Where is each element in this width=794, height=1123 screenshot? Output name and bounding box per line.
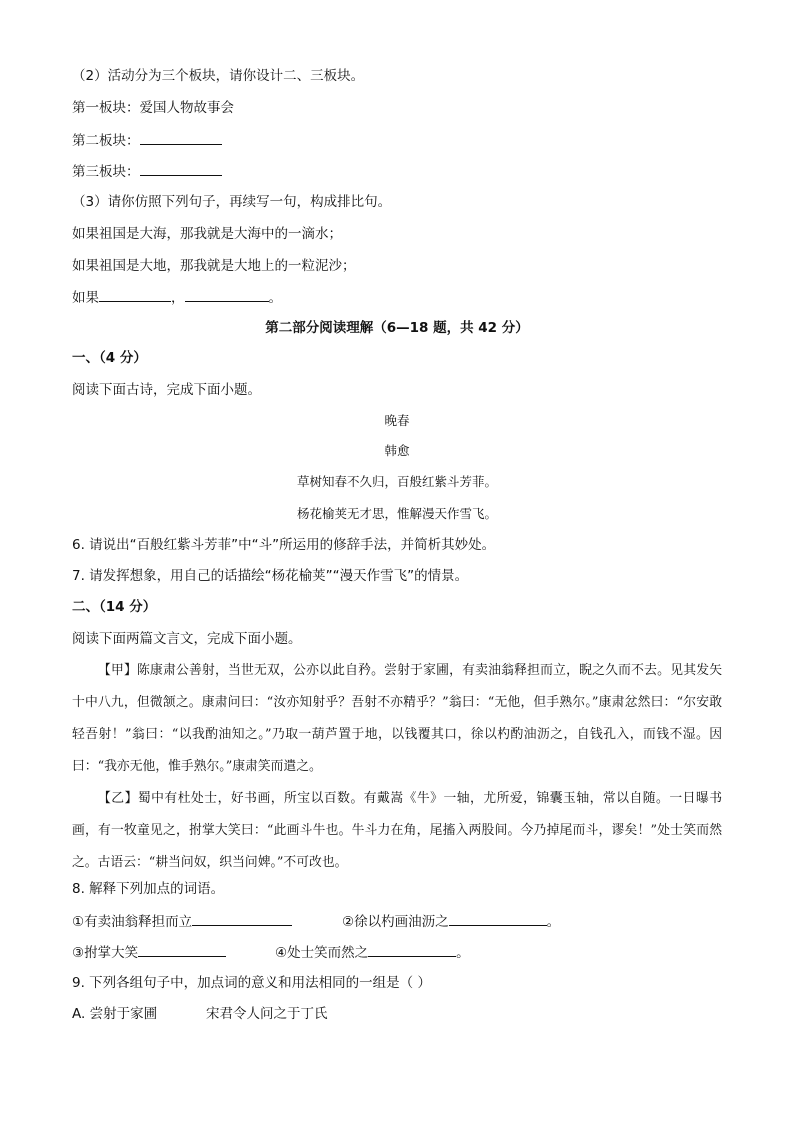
- q8-item-3-blank[interactable]: [138, 942, 226, 957]
- block2-line: [72, 130, 222, 151]
- poem-line-2: 杨花榆荚无才思，惟解漫天作雪飞。: [296, 506, 497, 521]
- q3-prompt: （3）请你仿照下列句子，再续写一句，构成排比句。: [72, 194, 392, 210]
- q8-item-1: ①有卖油翁释担而立: [72, 914, 193, 930]
- q8-item-4-blank[interactable]: [368, 942, 456, 957]
- question-9: 9. 下列各组句子中，加点词的意义和用法相同的一组是（ ）: [72, 975, 431, 991]
- q8-row-1: [72, 911, 560, 932]
- q8-item-4: ④处士笑而然之: [275, 945, 369, 961]
- block2-label: 第二板块：: [72, 133, 140, 149]
- fill-start-text: 如果: [72, 290, 99, 306]
- q8-row-2: [72, 942, 470, 963]
- q8-item-2: ②徐以杓画油沥之: [342, 914, 449, 930]
- part2-heading: 第二部分阅读理解（6—18 题，共 42 分）: [265, 320, 529, 336]
- q2-prompt: （2）活动分为三个板块，请你设计二、三板块。: [72, 68, 365, 84]
- poem-title: 晚春: [384, 413, 410, 428]
- block3-line: [72, 161, 222, 182]
- fill-blank-2[interactable]: [185, 287, 269, 302]
- block3-label: 第三板块：: [72, 164, 140, 180]
- q8-row1-period: 。: [546, 914, 561, 930]
- parallel-fill-line: [72, 287, 282, 308]
- example-sentence-2: 如果祖国是大地，那我就是大地上的一粒泥沙；: [72, 258, 356, 274]
- fill-end: 。: [268, 290, 282, 306]
- passage-yi: 【乙】蜀中有杜处士，好书画，所宝以百数。有戴嵩《牛》一轴，尤所爱，锦囊玉轴，常以自随。一日曝书画，有一牧童见之，拊掌大笑曰：“此画斗牛也。牛斗力在角，尾搐入两股间。今乃掉尾而斗，谬矣！”处士笑而然之。古语云：“耕当问奴，织当问婢。”不可改也。: [72, 791, 722, 870]
- q8-row2-period: 。: [456, 945, 470, 961]
- q8-item-3: ③拊掌大笑: [72, 945, 139, 961]
- q9-option-a-pair: 宋君令人问之于丁氏: [206, 1006, 328, 1022]
- poem-line-1: 草树知春不久归，百般红紫斗芳菲。: [296, 474, 497, 489]
- fill-blank-1[interactable]: [99, 287, 171, 302]
- q9-option-a[interactable]: [72, 1004, 328, 1024]
- passage-jia: 【甲】陈康肃公善射，当世无双，公亦以此自矜。尝射于家圃，有卖油翁释担而立，睨之久而不去。见其发矢十中八九，但微颔之。康肃问曰：“汝亦知射乎？吾射不亦精乎？”翁曰：“无他，但手熟尔。”康肃忿然曰：“尔安敢轻吾射！”翁曰：“以我酌油知之。”乃取一葫芦置于地，以钱覆其口，徐以杓酌油沥之，自钱孔入，而钱不湿。因曰：“我亦无他，惟手熟尔。”康肃笑而遣之。: [72, 663, 722, 774]
- section1-instruction: 阅读下面古诗，完成下面小题。: [72, 382, 261, 398]
- question-6: 6. 请说出“百般红紫斗芳菲”中“斗”所运用的修辞手法，并简析其妙处。: [72, 537, 496, 553]
- section2-title: 二、（14 分）: [72, 599, 157, 615]
- question-8: 8. 解释下列加点的词语。: [72, 881, 225, 897]
- q8-item-3-wrap: [72, 942, 275, 963]
- block3-answer-blank[interactable]: [140, 161, 222, 176]
- block2-answer-blank[interactable]: [140, 130, 222, 145]
- poem-author: 韩愈: [384, 443, 410, 458]
- section2-instruction: 阅读下面两篇文言文，完成下面小题。: [72, 631, 302, 647]
- block1-text: 第一板块：爱国人物故事会: [72, 100, 234, 116]
- example-sentence-1: 如果祖国是大海，那我就是大海中的一滴水；: [72, 226, 342, 242]
- question-7: 7. 请发挥想象，用自己的话描绘“杨花榆荚”“漫天作雪飞”的情景。: [72, 568, 469, 584]
- fill-comma: ，: [171, 290, 185, 306]
- q8-item-2-blank[interactable]: [449, 911, 547, 926]
- section1-title: 一、（4 分）: [72, 350, 147, 366]
- q8-item-1-blank[interactable]: [192, 911, 292, 926]
- q9-option-a-label: A. 尝射于家圃: [72, 1006, 158, 1022]
- q8-item-1-wrap: [72, 911, 342, 932]
